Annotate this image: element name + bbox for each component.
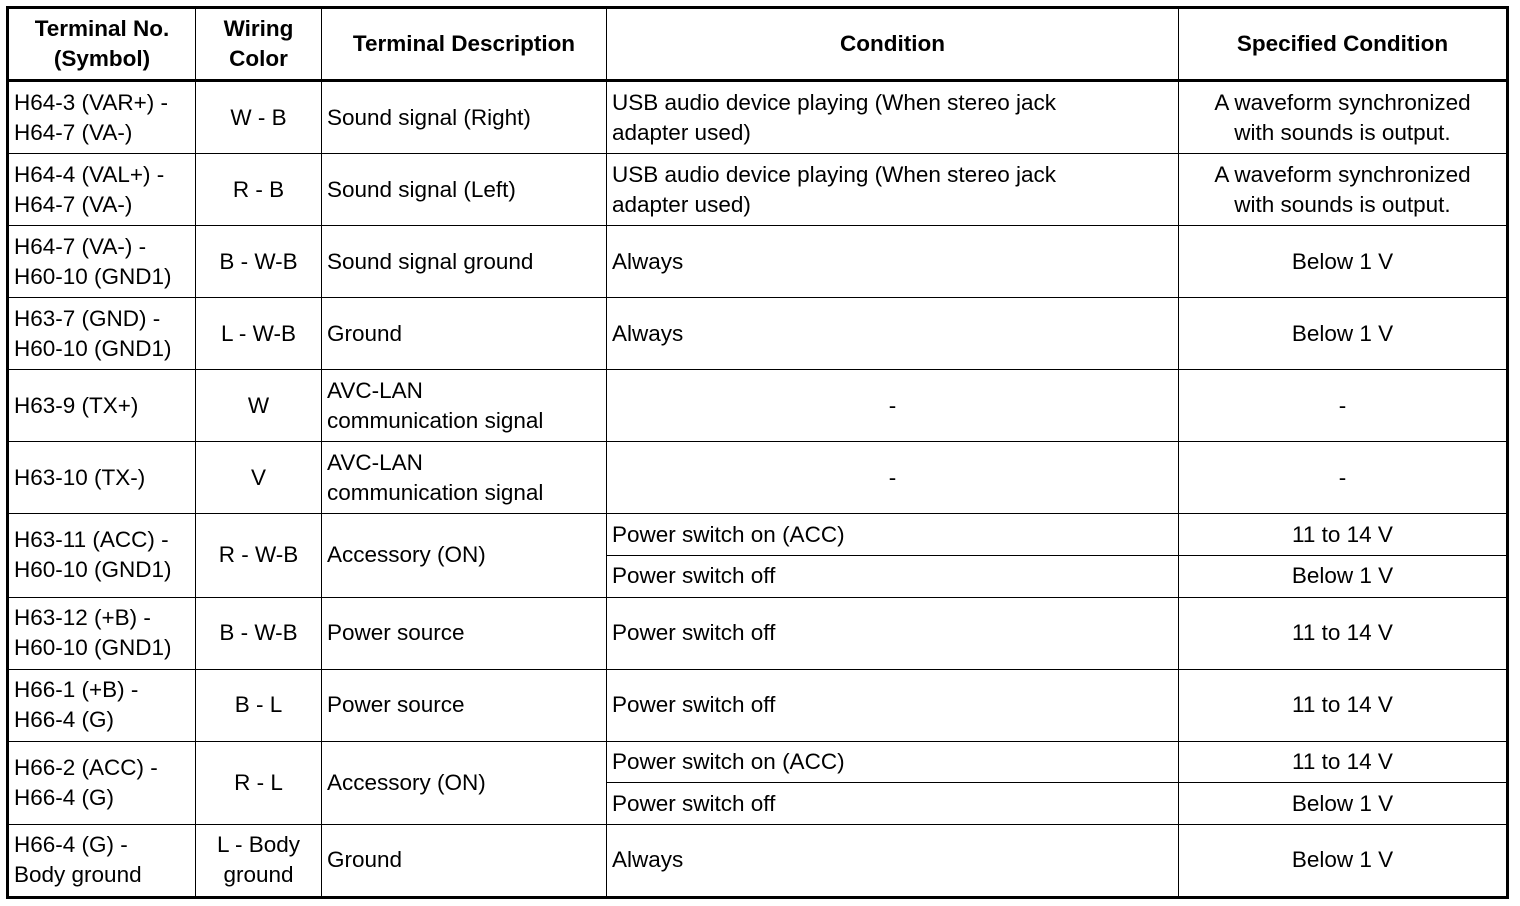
table-row <box>8 81 1508 154</box>
header-wiring-color: Wiring Color <box>196 8 322 81</box>
specified-cell: Below 1 V <box>1179 555 1508 597</box>
table-row <box>8 824 1508 897</box>
wiring-cell: V <box>196 442 322 514</box>
terminal-cell: H66-4 (G) - Body ground <box>8 824 196 897</box>
wiring-cell: B - W-B <box>196 226 322 298</box>
terminal-cell: H63-12 (+B) - H60-10 (GND1) <box>8 597 196 669</box>
table-row <box>8 741 1508 783</box>
table-row <box>8 597 1508 669</box>
description-cell: Sound signal (Right) <box>322 81 607 154</box>
wiring-cell: B - W-B <box>196 597 322 669</box>
condition-cell: Power switch off <box>607 555 1179 597</box>
table-row <box>8 514 1508 556</box>
specified-cell: Below 1 V <box>1179 783 1508 825</box>
condition-cell: USB audio device playing (When stereo jack adapter used) <box>607 81 1179 154</box>
wiring-cell: R - L <box>196 741 322 824</box>
header-row <box>8 8 1508 81</box>
description-cell: Accessory (ON) <box>322 741 607 824</box>
condition-cell: - <box>607 370 1179 442</box>
header-terminal: Terminal No. (Symbol) <box>8 8 196 81</box>
terminal-cell: H66-1 (+B) - H66-4 (G) <box>8 669 196 741</box>
specified-cell: Below 1 V <box>1179 226 1508 298</box>
condition-cell: Power switch off <box>607 783 1179 825</box>
description-cell: Ground <box>322 298 607 370</box>
header-terminal-description: Terminal Description <box>322 8 607 81</box>
condition-cell: Power switch on (ACC) <box>607 741 1179 783</box>
condition-cell: Always <box>607 298 1179 370</box>
description-cell: Power source <box>322 669 607 741</box>
table-row <box>8 669 1508 741</box>
header-specified-condition: Specified Condition <box>1179 8 1508 81</box>
condition-cell: Power switch off <box>607 669 1179 741</box>
terminal-table <box>6 6 1509 899</box>
terminal-cell: H63-7 (GND) - H60-10 (GND1) <box>8 298 196 370</box>
terminal-cell: H64-4 (VAL+) - H64-7 (VA-) <box>8 154 196 226</box>
table-row <box>8 298 1508 370</box>
terminal-cell: H64-3 (VAR+) - H64-7 (VA-) <box>8 81 196 154</box>
terminal-cell: H64-7 (VA-) - H60-10 (GND1) <box>8 226 196 298</box>
specified-cell: Below 1 V <box>1179 298 1508 370</box>
table-row <box>8 154 1508 226</box>
description-cell: AVC-LAN communication signal <box>322 442 607 514</box>
description-cell: Accessory (ON) <box>322 514 607 597</box>
condition-cell: Always <box>607 226 1179 298</box>
specified-cell: 11 to 14 V <box>1179 514 1508 556</box>
specified-cell: 11 to 14 V <box>1179 669 1508 741</box>
description-cell: Power source <box>322 597 607 669</box>
description-cell: Sound signal (Left) <box>322 154 607 226</box>
description-cell: Sound signal ground <box>322 226 607 298</box>
terminal-cell: H63-10 (TX-) <box>8 442 196 514</box>
wiring-cell: R - W-B <box>196 514 322 597</box>
specified-cell: 11 to 14 V <box>1179 741 1508 783</box>
specified-cell: A waveform synchronized with sounds is output. <box>1179 154 1508 226</box>
wiring-cell: B - L <box>196 669 322 741</box>
condition-cell: - <box>607 442 1179 514</box>
description-cell: Ground <box>322 824 607 897</box>
wiring-cell: R - B <box>196 154 322 226</box>
condition-cell: Always <box>607 824 1179 897</box>
specified-cell: Below 1 V <box>1179 824 1508 897</box>
table-row <box>8 226 1508 298</box>
terminal-cell: H63-11 (ACC) - H60-10 (GND1) <box>8 514 196 597</box>
terminal-cell: H63-9 (TX+) <box>8 370 196 442</box>
wiring-cell: W <box>196 370 322 442</box>
condition-cell: USB audio device playing (When stereo jack adapter used) <box>607 154 1179 226</box>
terminal-cell: H66-2 (ACC) - H66-4 (G) <box>8 741 196 824</box>
specified-cell: 11 to 14 V <box>1179 597 1508 669</box>
description-cell: AVC-LAN communication signal <box>322 370 607 442</box>
specified-cell: A waveform synchronized with sounds is output. <box>1179 81 1508 154</box>
table-row <box>8 442 1508 514</box>
specified-cell: - <box>1179 442 1508 514</box>
table-row <box>8 370 1508 442</box>
wiring-cell: L - W-B <box>196 298 322 370</box>
condition-cell: Power switch off <box>607 597 1179 669</box>
wiring-cell: W - B <box>196 81 322 154</box>
condition-cell: Power switch on (ACC) <box>607 514 1179 556</box>
header-condition: Condition <box>607 8 1179 81</box>
wiring-cell: L - Body ground <box>196 824 322 897</box>
specified-cell: - <box>1179 370 1508 442</box>
